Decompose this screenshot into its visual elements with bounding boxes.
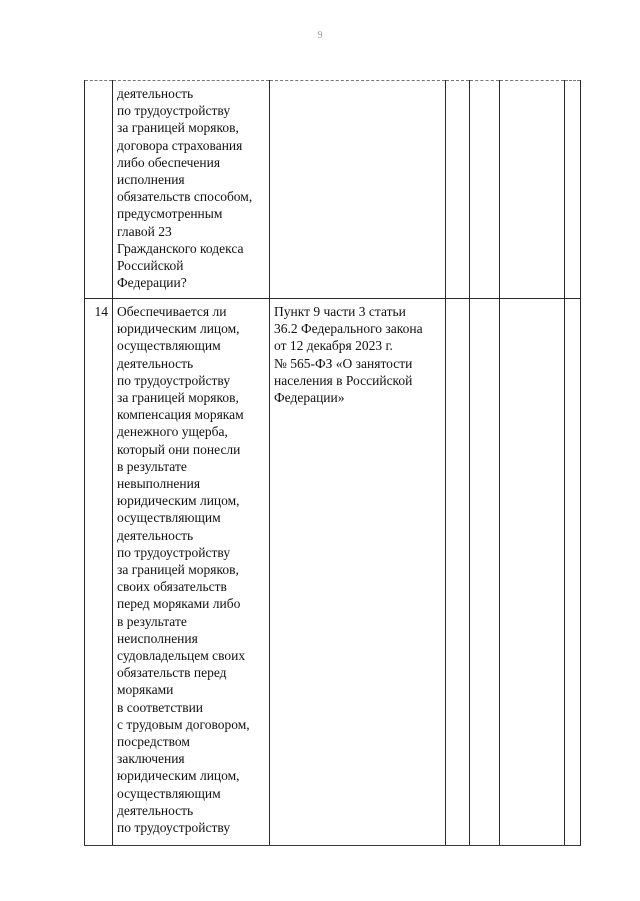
question-text: деятельность по трудоустройству за границей моряков, договора страхования либо обеспечения исполнения обязательств способом, предусмотренным главой 23 Гражданского кодекса Российской Федерации? (117, 86, 253, 291)
answer-na-cell (500, 299, 565, 846)
answer-no-cell (470, 81, 500, 299)
question-cell (113, 299, 270, 846)
answer-yes-cell (446, 81, 470, 299)
question-cell (113, 81, 270, 299)
row-number (85, 81, 112, 85)
table-row-continued (85, 81, 581, 299)
answer-na-cell (500, 81, 565, 299)
question-text: Обеспечивается ли юридическим лицом, осуществляющим деятельность по трудоустройству за границей моряков, компенсация морякам денежного ущерба, который они понесли в результате невыполнения юридическим лицом, осуществляющим деятельность по трудоустройству за границей моряков, своих обязательств перед моряками либо в результате неисполнения судовладельцем своих обязательств перед моряками в соответствии с трудовым договором, посредством заключения юридическим лицом, осуществляющим деятельность по трудоустройству (117, 304, 250, 836)
reference-text (270, 81, 445, 85)
page-number: 9 (317, 30, 323, 41)
checklist-table (84, 80, 581, 846)
number-cell (85, 81, 113, 299)
reference-cell (270, 81, 446, 299)
reference-cell (270, 299, 446, 846)
answer-no-cell (470, 299, 500, 846)
reference-text: Пункт 9 части 3 статьи 36.2 Федерального закона от 12 декабря 2023 г. № 565-ФЗ «О занятости населения в Российской Федерации» (274, 304, 423, 406)
notes-cell (565, 299, 581, 846)
number-cell (85, 299, 113, 846)
notes-cell (565, 81, 581, 299)
answer-yes-cell (446, 299, 470, 846)
row-number: 14 (94, 304, 108, 319)
table-row-14 (85, 299, 581, 846)
